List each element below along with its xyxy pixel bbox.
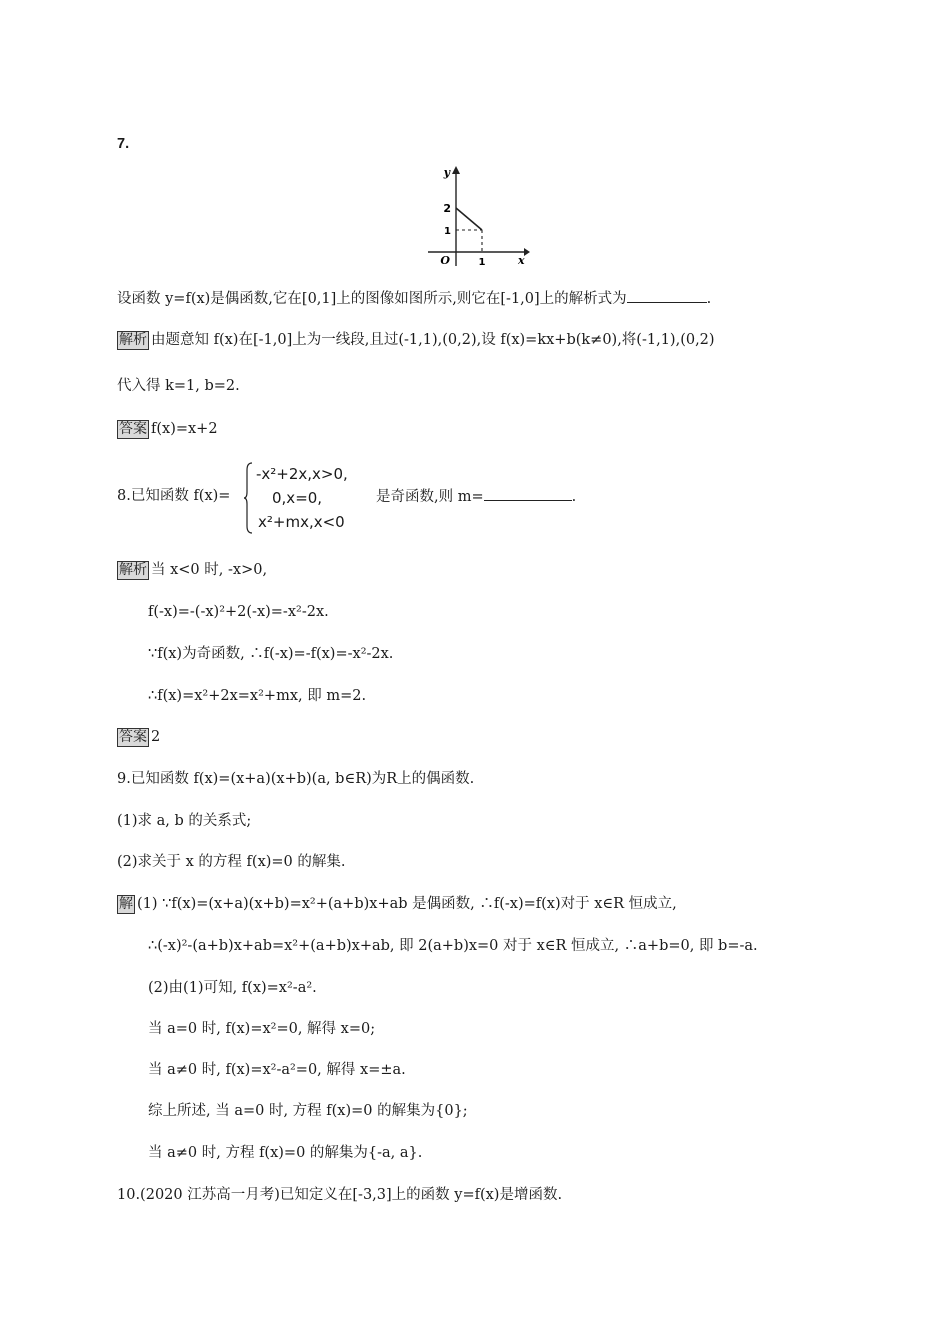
- answer-tag: 答案: [119, 421, 147, 437]
- question-9-part-1: (1)求 a, b 的关系式;: [117, 813, 252, 829]
- solution-line-3: (2)由(1)可知, f(x)=x²-a².: [148, 980, 317, 996]
- piecewise-case-3: x²+mx,x<0: [258, 513, 345, 531]
- x-axis-label: x: [518, 254, 525, 267]
- answer-text: 2: [151, 729, 161, 745]
- question-8-analysis: [117, 560, 267, 580]
- x-tick-1: 1: [478, 257, 486, 268]
- x-axis-arrow: [524, 248, 530, 256]
- question-7-analysis: [117, 330, 715, 350]
- solution-tag: 解: [119, 896, 133, 912]
- question-8-prefix: 8.已知函数 f(x)=: [117, 488, 231, 504]
- piecewise-brace: [243, 462, 253, 534]
- solution-line-5: 当 a≠0 时, f(x)=x²-a²=0, 解得 x=±a.: [148, 1062, 406, 1078]
- analysis-line-3: ∵f(x)为奇函数, ∴f(-x)=-f(x)=-x²-2x.: [148, 646, 394, 662]
- question-7-end: .: [706, 291, 712, 307]
- question-8-text: 是奇函数,则 m=: [376, 489, 484, 505]
- question-7-stem: [117, 288, 711, 309]
- question-7-number: 7.: [117, 136, 130, 152]
- function-graph: [420, 162, 530, 270]
- analysis-tag: 解析: [119, 562, 147, 578]
- question-9-solution: [117, 894, 677, 914]
- y-tick-2: 2: [443, 202, 451, 215]
- question-10-stem: 10.(2020 江苏高一月考)已知定义在[-3,3]上的函数 y=f(x)是增函数.: [117, 1187, 563, 1203]
- question-7-analysis-cont: 代入得 k=1, b=2.: [117, 378, 240, 394]
- y-axis-arrow: [452, 166, 460, 174]
- analysis-tag: 解析: [119, 332, 147, 348]
- answer-tag: 答案: [119, 729, 147, 745]
- piecewise-case-2: 0,x=0,: [272, 489, 323, 507]
- solution-text: (1) ∵f(x)=(x+a)(x+b)=x²+(a+b)x+ab 是偶函数, ∴f(-x)=f(x)对于 x∈R 恒成立,: [137, 896, 677, 912]
- question-8-end: .: [571, 489, 577, 505]
- y-tick-1: 1: [444, 226, 451, 237]
- y-axis-label: y: [443, 166, 450, 179]
- graph-segment: [456, 208, 482, 230]
- solution-line-2: ∴(-x)²-(a+b)x+ab=x²+(a+b)x+ab, 即 2(a+b)x=0 对于 x∈R 恒成立, ∴a+b=0, 即 b=-a.: [148, 938, 758, 954]
- question-8-suffix: [376, 486, 576, 507]
- solution-line-6: 综上所述, 当 a=0 时, 方程 f(x)=0 的解集为{0};: [148, 1103, 468, 1119]
- question-7-text: 设函数 y=f(x)是偶函数,它在[0,1]上的图像如图所示,则它在[-1,0]上的解析式为: [117, 291, 627, 307]
- solution-line-7: 当 a≠0 时, 方程 f(x)=0 的解集为{-a, a}.: [148, 1145, 423, 1161]
- question-8-answer: [117, 727, 160, 747]
- answer-blank-7: [627, 288, 707, 303]
- question-9-stem: 9.已知函数 f(x)=(x+a)(x+b)(a, b∈R)为R上的偶函数.: [117, 771, 475, 787]
- solution-line-4: 当 a=0 时, f(x)=x²=0, 解得 x=0;: [148, 1021, 376, 1037]
- origin-label: O: [440, 254, 450, 267]
- analysis-line-4: ∴f(x)=x²+2x=x²+mx, 即 m=2.: [148, 688, 367, 704]
- question-7-answer: [117, 419, 218, 439]
- analysis-line-2: f(-x)=-(-x)²+2(-x)=-x²-2x.: [148, 604, 329, 620]
- answer-text: f(x)=x+2: [151, 421, 218, 437]
- analysis-text: 由题意知 f(x)在[-1,0]上为一线段,且过(-1,1),(0,2),设 f(x)=kx+b(k≠0),将(-1,1),(0,2): [151, 332, 715, 348]
- piecewise-case-1: -x²+2x,x>0,: [256, 465, 348, 483]
- question-9-part-2: (2)求关于 x 的方程 f(x)=0 的解集.: [117, 854, 346, 870]
- answer-blank-8: [484, 486, 572, 501]
- analysis-text: 当 x<0 时, -x>0,: [151, 562, 268, 578]
